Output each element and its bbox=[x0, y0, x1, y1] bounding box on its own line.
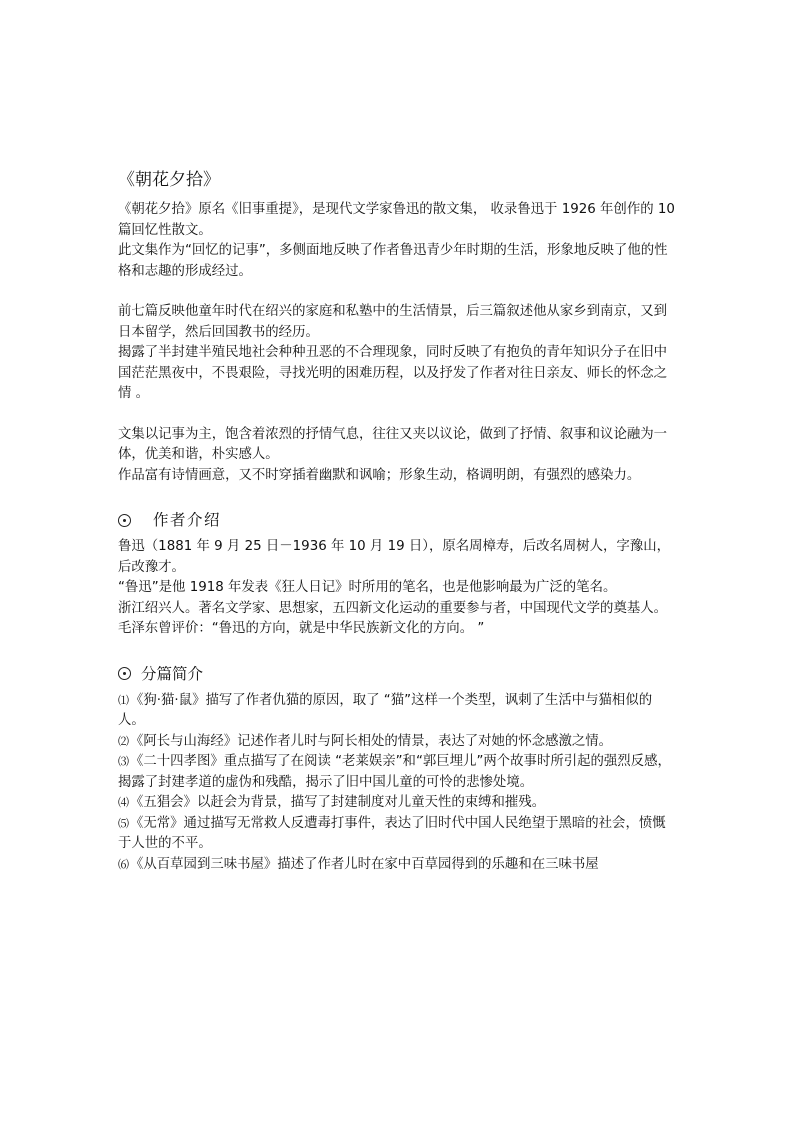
chapters-heading-label: 分篇简介 bbox=[141, 664, 204, 683]
author-heading-label: 作者介绍 bbox=[153, 511, 222, 529]
chapter-text: 《二十四孝图》重点描写了在阅读 “老莱娱亲”和“郭巨埋儿”两个故事时所引起的强烈反感，揭露了封建孝道的虚伪和残酷，揭示了旧中国儿童的可怜的悲惨处境。 bbox=[118, 754, 671, 790]
chapter-text: 《阿长与山海经》记述作者儿时与阿长相处的情景，表达了对她的怀念感激之情。 bbox=[130, 733, 613, 749]
content-paragraph-1: 前七篇反映他童年时代在绍兴的家庭和私塾中的生活情景，后三篇叙述他从家乡到南京，又到日本留学，然后回国教书的经历。 bbox=[118, 304, 668, 340]
document-title: 《朝花夕拾》 bbox=[118, 170, 220, 190]
chapter-number: ⑴ bbox=[118, 693, 129, 707]
chapter-number: ⑸ bbox=[118, 816, 129, 830]
author-paragraph-4: 毛泽东曾评价：“鲁迅的方向，就是中华民族新文化的方向。 ” bbox=[118, 621, 485, 636]
content-paragraph-2: 揭露了半封建半殖民地社会种种丑恶的不合理现象，同时反映了有抱负的青年知识分子在旧中国茫茫黑夜中，不畏艰险，寻找光明的困难历程，以及抒发了作者对往日亲友、师长的怀念之情 。 bbox=[118, 345, 668, 401]
chapter-text: 《五猖会》以赶会为背景，描写了封建制度对儿童天性的束缚和摧残。 bbox=[130, 795, 546, 810]
chapter-text: 《狗·猫·鼠》描写了作者仇猫的原因，取了 “猫”这样一个类型，讽刺了生活中与猫相似的人。 bbox=[118, 692, 653, 728]
paragraph-gap bbox=[118, 282, 678, 302]
chapter-item bbox=[118, 793, 678, 814]
author-paragraph-2: “鲁迅”是他 1918 年发表《狂人日记》时所用的笔名，也是他影响最为广泛的笔名。 bbox=[118, 580, 617, 595]
document-page bbox=[118, 168, 678, 875]
author-paragraph-1: 鲁迅（1881 年 9 月 25 日－1936 年 10 月 19 日），原名周樟寿，后改名周树人，字豫山，后改豫才。 bbox=[118, 539, 670, 575]
intro-paragraph-2: 此文集作为“回忆的记事”，多侧面地反映了作者鲁迅青少年时期的生活，形象地反映了他的性格和志趣的形成经过。 bbox=[118, 243, 668, 279]
intro-paragraph-1: 《朝花夕拾》原名《旧事重提》，是现代文学家鲁迅的散文集， 收录鲁迅于 1926 年创作的 10 篇回忆性散文。 bbox=[118, 202, 675, 238]
author-paragraph-3: 浙江绍兴人。著名文学家、思想家，五四新文化运动的重要参与者，中国现代文学的奠基人。 bbox=[118, 600, 668, 616]
chapter-item bbox=[118, 855, 678, 876]
chapters-section-heading bbox=[118, 662, 678, 686]
chapter-number: ⑵ bbox=[118, 734, 129, 748]
chapter-text: 《无常》通过描写无常救人反遭毒打事件，表达了旧时代中国人民绝望于黑暗的社会，愤慨于人世的不平。 bbox=[118, 815, 666, 851]
circle-bullet-icon bbox=[118, 514, 131, 527]
chapter-item bbox=[118, 814, 678, 855]
chapter-item bbox=[118, 691, 678, 732]
circle-bullet-icon bbox=[118, 667, 131, 680]
chapter-item bbox=[118, 752, 678, 793]
style-paragraph-2: 作品富有诗情画意，又不时穿插着幽默和讽喻；形象生动，格调明朗，有强烈的感染力。 bbox=[118, 467, 641, 483]
paragraph-gap bbox=[118, 405, 678, 425]
chapter-number: ⑹ bbox=[118, 857, 129, 871]
chapter-text: 《从百草园到三味书屋》描述了作者儿时在家中百草园得到的乐趣和在三味书屋 bbox=[130, 856, 599, 872]
chapter-number: ⑷ bbox=[118, 796, 129, 809]
style-paragraph-1: 文集以记事为主，饱含着浓烈的抒情气息，往往又夹以议论，做到了抒情、叙事和议论融为一体，优美和谐，朴实感人。 bbox=[118, 426, 668, 462]
chapter-item bbox=[118, 732, 678, 753]
chapter-number: ⑶ bbox=[118, 755, 129, 768]
author-section-heading bbox=[118, 508, 678, 532]
